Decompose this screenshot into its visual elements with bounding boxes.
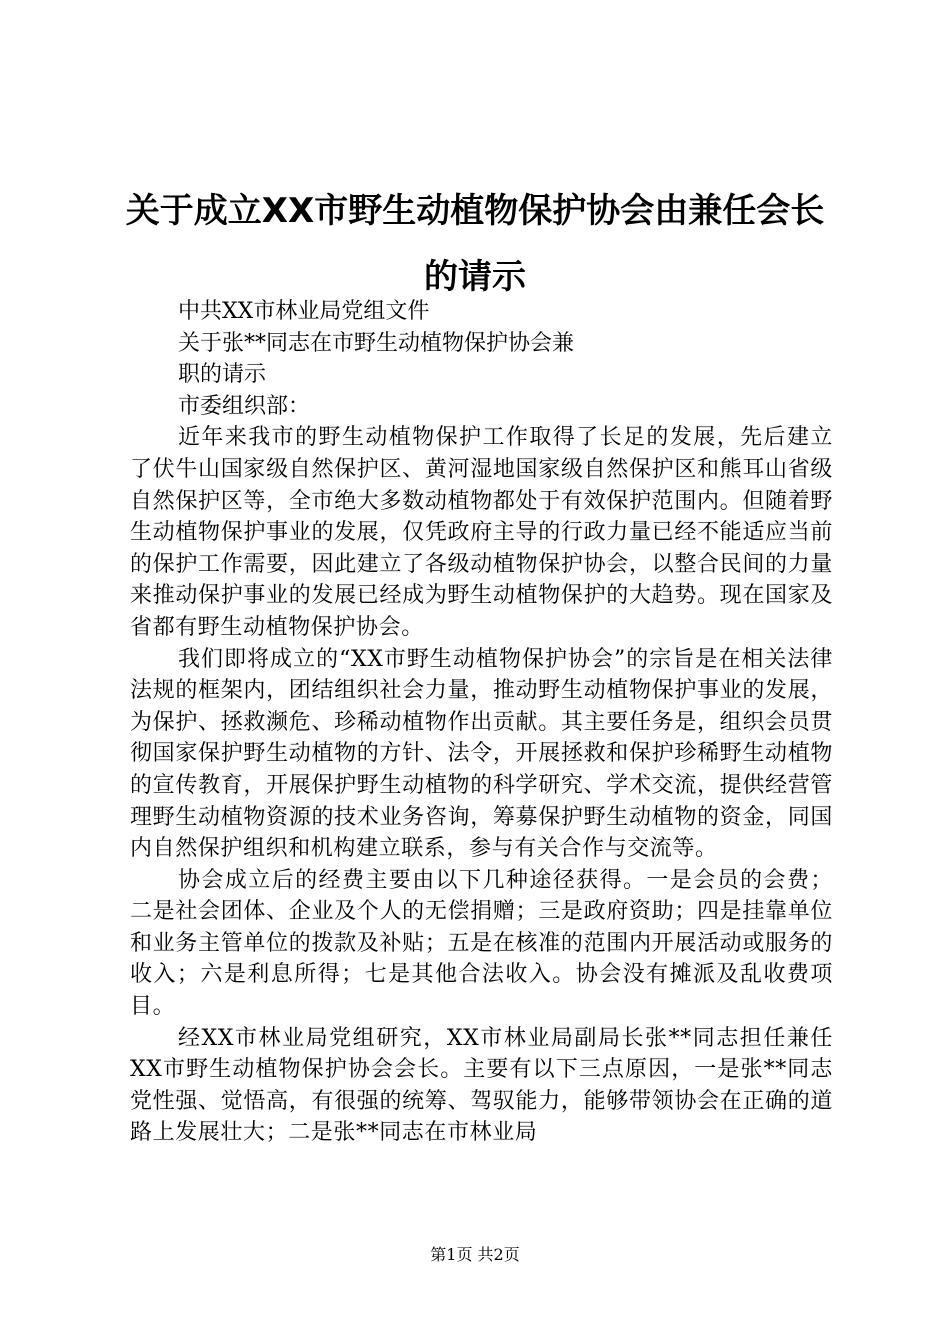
body-paragraph: 经XX市林业局党组研究，XX市林业局副局长张**同志担任兼任XX市野生动植物保护协会会长。主要有以下三点原因，一是张**同志党性强、觉悟高，有很强的统筹、驾驭能力，能够带领协会在正确的道路上发展壮大；二是张**同志在市林业局 — [130, 1025, 833, 1146]
document-title: 关于成立XX市野生动植物保护协会由兼任会长的请示 — [125, 191, 825, 297]
recipient-line: 市委组织部： — [178, 393, 311, 419]
document-body — [130, 296, 833, 1149]
page-footer: 第1页 共2页 — [430, 1245, 520, 1264]
subject-line: 关于张**同志在市野生动植物保护协会兼 — [178, 330, 575, 356]
body-paragraph: 近年来我市的野生动植物保护工作取得了长足的发展，先后建立了伏牛山国家级自然保护区、黄河湿地国家级自然保护区和熊耳山省级自然保护区等，全市绝大多数动植物都处于有效保护范围内。但随着野生动植物保护事业的发展，仅凭政府主导的行政力量已经不能适应当前的保护工作需要，因此建立了各级动植物保护协会，以整合民间的力量来推动保护事业的发展已经成为野生动植物保护的大趋势。现在国家及省都有野生动植物保护协会。 — [130, 425, 833, 640]
subject-line-continued: 职的请示 — [178, 362, 267, 388]
body-paragraph: 我们即将成立的“XX市野生动植物保护协会”的宗旨是在相关法律法规的框架内，团结组织社会力量，推动野生动植物保护事业的发展，为保护、拯救濒危、珍稀动植物作出贡献。其主要任务是，组织会员贯彻国家保护野生动植物的方针、法令，开展拯救和保护珍稀野生动植物的宣传教育，开展保护野生动植物的科学研究、学术交流，提供经营管理野生动植物资源的技术业务咨询，筹募保护野生动植物的资金，同国内自然保护组织和机构建立联系，参与有关合作与交流等。 — [130, 646, 833, 862]
body-paragraph: 协会成立后的经费主要由以下几种途径获得。一是会员的会费；二是社会团体、企业及个人的无偿捐赠；三是政府资助；四是挂靠单位和业务主管单位的拨款及补贴；五是在核准的范围内开展活动或服务的收入；六是利息所得；七是其他合法收入。协会没有摊派及乱收费项目。 — [130, 867, 833, 1020]
issuer-line: 中共XX市林业局党组文件 — [178, 299, 430, 324]
